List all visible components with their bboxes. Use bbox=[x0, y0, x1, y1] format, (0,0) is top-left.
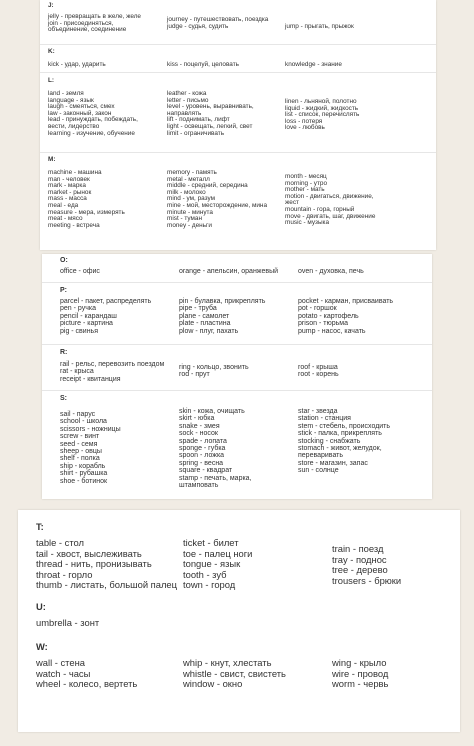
word-entry: market - рынок bbox=[48, 188, 92, 196]
word-entry: square - квадрат bbox=[179, 467, 233, 475]
word-entry: train - поезд bbox=[332, 543, 384, 554]
word-entry: language - язык bbox=[48, 96, 94, 104]
section-letter: P: bbox=[60, 287, 67, 294]
section-letter: M: bbox=[48, 156, 56, 163]
column-1 bbox=[48, 170, 125, 229]
word-entry: meeting - встреча bbox=[48, 221, 100, 229]
word-entry: вести, лидерство bbox=[48, 122, 100, 130]
word-entry: mountain - гора, горный bbox=[285, 205, 355, 213]
column-2 bbox=[179, 268, 278, 275]
word-entry: mark - марка bbox=[48, 182, 86, 190]
word-entry: receipt - квитанция bbox=[60, 375, 121, 383]
word-entry: wire - провод bbox=[332, 667, 389, 679]
word-entry: переваривать bbox=[298, 452, 344, 460]
word-entry: morning - утро bbox=[285, 179, 327, 187]
column-2 bbox=[167, 170, 267, 229]
word-entry: window - окно bbox=[183, 678, 243, 690]
column-2 bbox=[167, 17, 268, 30]
column-3 bbox=[298, 298, 393, 335]
section-letter: T: bbox=[36, 521, 44, 532]
column-2 bbox=[179, 298, 265, 335]
word-entry: roof - крыша bbox=[298, 364, 338, 371]
word-entry: ring - кольцо, звонить bbox=[179, 364, 249, 371]
word-entry: shelf - полка bbox=[60, 455, 100, 463]
word-entry: sock - носок bbox=[179, 430, 218, 438]
word-entry: mine - мой, месторождение, мина bbox=[167, 201, 267, 209]
section-k bbox=[40, 44, 436, 73]
word-entry: tooth - зуб bbox=[183, 568, 227, 580]
section-l bbox=[40, 72, 436, 153]
word-entry: motion - двигаться, движение, bbox=[285, 192, 374, 200]
section-letter: O: bbox=[60, 257, 68, 264]
word-entry: tail - хвост, выслеживать bbox=[36, 547, 142, 559]
word-entry: limit - ограничивать bbox=[167, 129, 225, 137]
word-entry: pot - горшок bbox=[298, 305, 337, 313]
column-3 bbox=[285, 99, 359, 132]
word-entry: land - земля bbox=[48, 90, 84, 97]
section-m bbox=[40, 152, 436, 250]
word-entry: rod - прут bbox=[179, 371, 210, 379]
vocabulary-page-3 bbox=[18, 510, 460, 732]
column-1 bbox=[60, 268, 100, 275]
word-entry: жест bbox=[285, 199, 299, 207]
word-entry: lead - принуждать, побеждать, bbox=[48, 116, 138, 124]
word-entry: law - законный, закон bbox=[48, 109, 112, 117]
column-2 bbox=[183, 658, 286, 690]
word-entry: thumb - листать, большой палец bbox=[36, 579, 178, 591]
word-entry: tongue - язык bbox=[183, 558, 241, 570]
column-3 bbox=[298, 408, 390, 475]
column-1 bbox=[60, 361, 164, 383]
word-entry: kiss - поцелуй, целовать bbox=[167, 61, 239, 68]
word-entry: ship - корабль bbox=[60, 462, 106, 470]
word-entry: rail - рельс, перевозить поездом bbox=[60, 361, 165, 368]
column-3 bbox=[298, 268, 364, 275]
section-w bbox=[18, 634, 460, 732]
word-entry: parcel - пакет, распределять bbox=[60, 298, 152, 305]
word-entry: move - двигать, шаг, движение bbox=[285, 212, 376, 220]
section-s bbox=[42, 390, 432, 499]
word-entry: sponge - губка bbox=[179, 445, 226, 453]
word-entry: shirt - рубашка bbox=[60, 470, 108, 478]
word-entry: pocket - карман, присваивать bbox=[298, 298, 394, 305]
column-2 bbox=[179, 408, 252, 489]
word-entry: wing - крыло bbox=[332, 657, 387, 668]
word-entry: love - любовь bbox=[285, 124, 325, 132]
word-entry: man - человек bbox=[48, 175, 90, 183]
column-2 bbox=[183, 538, 252, 591]
word-entry: level - уровень, выравнивать, bbox=[167, 103, 254, 111]
section-o bbox=[42, 254, 432, 282]
word-entry: pen - ручка bbox=[60, 305, 96, 313]
word-entry: stomach - живот, желудок, bbox=[298, 445, 382, 453]
word-entry: snake - змея bbox=[179, 422, 220, 430]
word-entry: worm - червь bbox=[332, 678, 389, 690]
word-entry: ticket - билет bbox=[183, 537, 239, 548]
word-entry: learning - изучение, обучение bbox=[48, 129, 135, 137]
word-entry: potato - картофель bbox=[298, 312, 359, 320]
word-entry: leather - кожа bbox=[167, 90, 207, 97]
word-entry: stocking - снабжать bbox=[298, 437, 361, 445]
word-entry: sail - парус bbox=[60, 411, 96, 418]
column-1 bbox=[36, 618, 99, 629]
word-entry: screw - винт bbox=[60, 433, 100, 441]
column-3 bbox=[285, 62, 342, 69]
word-entry: pin - булавка, прикреплять bbox=[179, 298, 266, 305]
word-entry: prison - тюрьма bbox=[298, 320, 348, 328]
word-entry: money - деньги bbox=[167, 221, 212, 229]
column-2 bbox=[167, 62, 239, 69]
word-entry: whip - кнут, хлестать bbox=[183, 657, 272, 668]
word-entry: metal - металл bbox=[167, 175, 210, 183]
word-entry: skirt - юбка bbox=[179, 415, 215, 423]
word-entry: school - школа bbox=[60, 418, 107, 426]
word-entry: milk - молоко bbox=[167, 188, 206, 196]
section-u bbox=[18, 598, 460, 634]
section-p bbox=[42, 282, 432, 345]
section-letter: R: bbox=[60, 349, 68, 356]
column-1 bbox=[48, 62, 106, 69]
word-entry: mind - ум, разум bbox=[167, 195, 216, 203]
word-entry: trousers - брюки bbox=[332, 574, 402, 586]
column-2 bbox=[179, 364, 249, 379]
word-entry: list - список, перечислять bbox=[285, 111, 360, 119]
word-entry: orange - апельсин, оранжевый bbox=[179, 268, 279, 275]
word-entry: plate - пластина bbox=[179, 320, 231, 328]
word-entry: jump - прыгать, прыжок bbox=[285, 23, 354, 30]
vocabulary-page-1 bbox=[40, 0, 436, 250]
word-entry: mother - мать bbox=[285, 186, 325, 194]
word-entry: объединение, соединение bbox=[48, 26, 127, 34]
word-entry: judge - судья, судить bbox=[167, 22, 229, 30]
word-entry: table - стол bbox=[36, 537, 85, 548]
word-entry: office - офис bbox=[60, 268, 100, 275]
section-letter: J: bbox=[48, 2, 54, 9]
word-entry: toe - палец ноги bbox=[183, 547, 253, 559]
column-3 bbox=[285, 24, 354, 31]
word-entry: spade - лопата bbox=[179, 437, 227, 445]
word-entry: join - присоединяться, bbox=[48, 19, 114, 27]
word-entry: meal - еда bbox=[48, 201, 79, 209]
word-entry: stamp - печать, марка, bbox=[179, 474, 252, 482]
word-entry: watch - часы bbox=[36, 667, 91, 679]
word-entry: spring - весна bbox=[179, 459, 224, 467]
word-entry: pipe - труба bbox=[179, 305, 217, 313]
word-entry: shoe - ботинок bbox=[60, 477, 108, 485]
column-3 bbox=[285, 174, 375, 227]
section-r bbox=[42, 344, 432, 391]
word-entry: laugh - смеяться, смех bbox=[48, 103, 115, 111]
word-entry: jelly - превращать в желе, желе bbox=[48, 13, 141, 20]
word-entry: kick - удар, ударить bbox=[48, 61, 106, 68]
word-entry: light - освещать, легкий, свет bbox=[167, 122, 253, 130]
word-entry: skin - кожа, очищать bbox=[179, 408, 245, 415]
word-entry: measure - мера, измерять bbox=[48, 208, 125, 216]
column-2 bbox=[167, 91, 254, 137]
word-entry: штамповать bbox=[179, 482, 219, 490]
word-entry: sheep - овцы bbox=[60, 448, 102, 456]
word-entry: meat - мясо bbox=[48, 215, 83, 223]
word-entry: linen - льняной, полотно bbox=[285, 98, 357, 105]
word-entry: mass - масса bbox=[48, 195, 87, 203]
word-entry: pencil - карандаш bbox=[60, 312, 117, 320]
word-entry: pig - свинья bbox=[60, 327, 98, 335]
word-entry: spoon - ложка bbox=[179, 452, 225, 460]
vocabulary-page-2 bbox=[42, 254, 432, 499]
section-letter: S: bbox=[60, 395, 67, 402]
word-entry: tree - дерево bbox=[332, 564, 388, 576]
word-entry: plow - плуг, пахать bbox=[179, 327, 239, 335]
column-1 bbox=[60, 411, 121, 485]
column-1 bbox=[48, 14, 141, 34]
word-entry: stem - стебель, происходить bbox=[298, 422, 391, 430]
word-entry: month - месяц bbox=[285, 173, 327, 180]
column-3 bbox=[332, 658, 388, 690]
column-1 bbox=[48, 91, 138, 137]
word-entry: town - город bbox=[183, 579, 236, 591]
word-entry: scissors - ножницы bbox=[60, 425, 121, 433]
section-t bbox=[18, 510, 460, 598]
word-entry: store - магазин, запас bbox=[298, 459, 368, 467]
word-entry: plane - самолет bbox=[179, 312, 230, 320]
word-entry: pump - насос, качать bbox=[298, 327, 366, 335]
word-entry: stick - палка, прикреплять bbox=[298, 430, 382, 438]
section-letter: W: bbox=[36, 641, 48, 652]
word-entry: loss - потеря bbox=[285, 117, 323, 125]
word-entry: star - звезда bbox=[298, 408, 338, 415]
word-entry: memory - память bbox=[167, 169, 217, 176]
word-entry: wheel - колесо, вертеть bbox=[36, 678, 138, 690]
section-letter: K: bbox=[48, 48, 55, 55]
word-entry: направлять bbox=[167, 109, 202, 117]
word-entry: umbrella - зонт bbox=[36, 617, 100, 628]
word-entry: machine - машина bbox=[48, 169, 102, 176]
word-entry: music - музыка bbox=[285, 219, 330, 227]
word-entry: liquid - жидкий, жидкость bbox=[285, 104, 359, 112]
section-j bbox=[40, 0, 436, 44]
word-entry: mist - туман bbox=[167, 215, 202, 223]
word-entry: middle - средний, середина bbox=[167, 182, 248, 190]
column-1 bbox=[36, 658, 137, 690]
word-entry: rat - крыса bbox=[60, 368, 94, 376]
word-entry: oven - духовка, печь bbox=[298, 268, 364, 275]
word-entry: journey - путешествовать, поездка bbox=[167, 16, 269, 23]
column-1 bbox=[36, 538, 177, 591]
section-letter: L: bbox=[48, 77, 55, 84]
word-entry: minute - минута bbox=[167, 208, 213, 216]
word-entry: station - станция bbox=[298, 415, 351, 423]
word-entry: root - корень bbox=[298, 371, 339, 379]
column-3 bbox=[298, 364, 339, 379]
word-entry: seed - семя bbox=[60, 440, 98, 448]
word-entry: tray - поднос bbox=[332, 553, 387, 565]
word-entry: whistle - свист, свистеть bbox=[183, 667, 286, 679]
word-entry: thread - нить, пронизывать bbox=[36, 558, 152, 570]
section-letter: U: bbox=[36, 601, 46, 612]
word-entry: knowledge - знание bbox=[285, 61, 342, 68]
word-entry: wall - стена bbox=[36, 657, 85, 668]
word-entry: letter - письмо bbox=[167, 96, 209, 104]
column-3 bbox=[332, 544, 401, 586]
word-entry: picture - картина bbox=[60, 320, 113, 328]
word-entry: lift - поднимать, лифт bbox=[167, 116, 230, 124]
column-1 bbox=[60, 298, 151, 335]
word-entry: sun - солнце bbox=[298, 467, 339, 475]
word-entry: throat - горло bbox=[36, 568, 93, 580]
